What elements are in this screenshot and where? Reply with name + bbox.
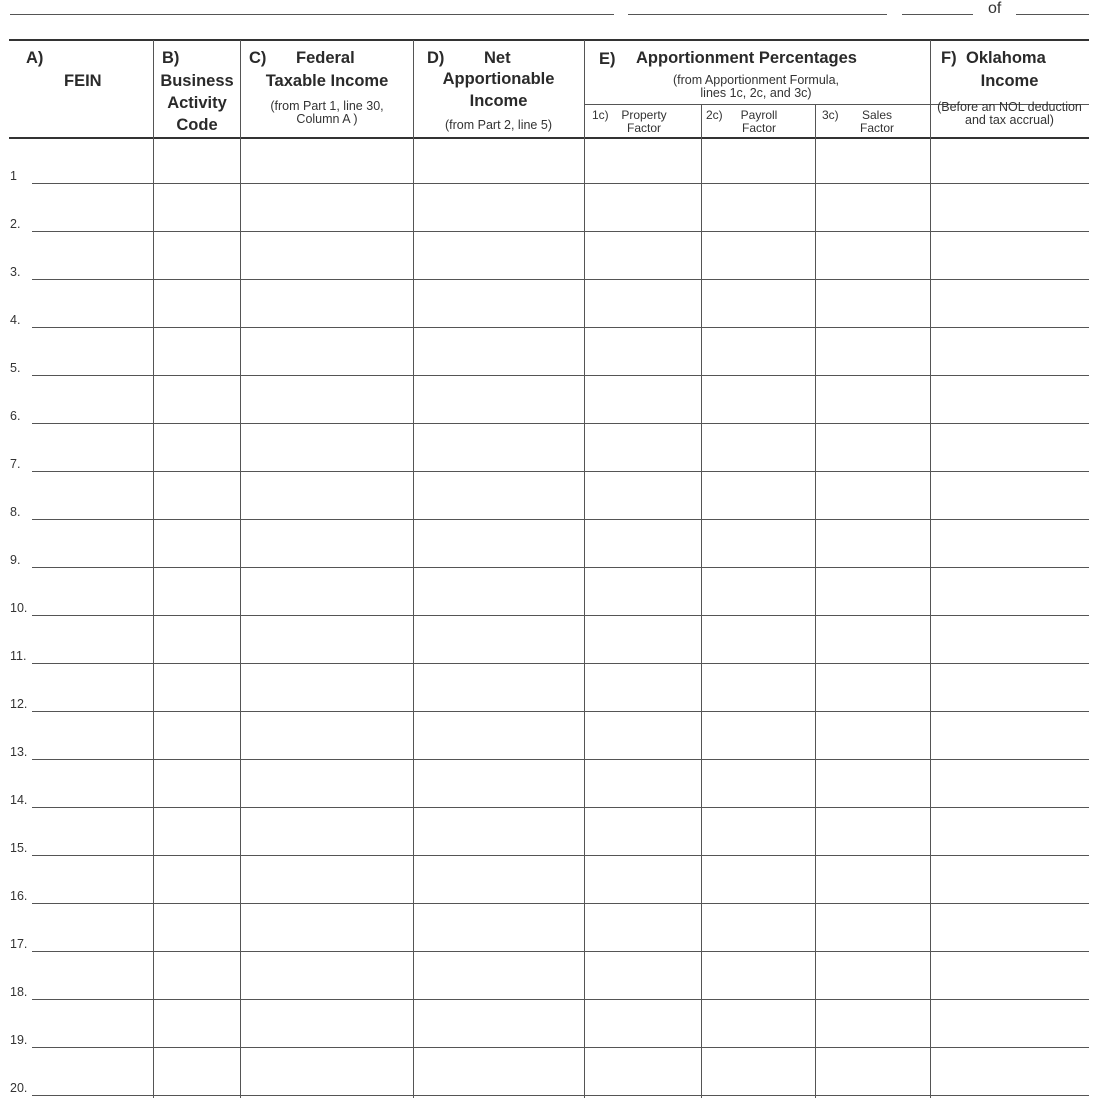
row-number: 14. xyxy=(10,793,28,807)
col-divider-ab xyxy=(153,40,154,1098)
fein-field[interactable] xyxy=(32,855,153,856)
col-b-line2: Activity xyxy=(167,94,227,112)
row-number: 9. xyxy=(10,553,21,567)
row-number: 1 xyxy=(10,169,17,183)
row-number: 15. xyxy=(10,841,28,855)
col-d-letter: D) xyxy=(427,49,445,67)
col-c-letter: C) xyxy=(249,49,267,67)
col-c-note2: Column A ) xyxy=(296,112,358,126)
col-c-note1: (from Part 1, line 30, xyxy=(270,99,384,113)
fein-field[interactable] xyxy=(32,807,153,808)
header-field-1[interactable] xyxy=(10,14,614,15)
row-divider xyxy=(153,519,1089,520)
col-c-line1: Federal xyxy=(296,49,355,67)
row-divider xyxy=(153,183,1089,184)
col-e1-line1: Property xyxy=(621,108,667,122)
col-divider-e2e3 xyxy=(815,104,816,1098)
fein-field[interactable] xyxy=(32,471,153,472)
fein-field[interactable] xyxy=(32,1047,153,1048)
row-divider xyxy=(153,231,1089,232)
col-e-letter: E) xyxy=(599,50,616,68)
header-bottom-border xyxy=(9,137,1089,139)
col-e2-code: 2c) xyxy=(706,108,723,122)
row-divider xyxy=(153,663,1089,664)
col-a-letter: A) xyxy=(26,49,44,67)
fein-field[interactable] xyxy=(32,615,153,616)
fein-field[interactable] xyxy=(32,279,153,280)
fein-field[interactable] xyxy=(32,711,153,712)
col-e3-line2: Factor xyxy=(859,121,894,135)
fein-field[interactable] xyxy=(32,759,153,760)
row-divider xyxy=(153,807,1089,808)
row-divider xyxy=(153,471,1089,472)
fein-field[interactable] xyxy=(32,519,153,520)
col-f-line1: Oklahoma xyxy=(966,49,1046,67)
col-f-note2: and tax accrual) xyxy=(965,113,1054,127)
col-e-title: Apportionment Percentages xyxy=(636,49,857,67)
row-divider xyxy=(153,999,1089,1000)
col-e1-line2: Factor xyxy=(626,121,661,135)
fein-field[interactable] xyxy=(32,327,153,328)
col-b-letter: B) xyxy=(162,49,180,67)
row-divider xyxy=(153,615,1089,616)
row-divider xyxy=(153,903,1089,904)
row-divider xyxy=(153,1095,1089,1096)
col-e-note2: lines 1c, 2c, and 3c) xyxy=(700,86,812,100)
col-e3-code: 3c) xyxy=(822,108,839,122)
row-divider xyxy=(153,1047,1089,1048)
of-label: of xyxy=(988,0,1002,17)
page-number-field[interactable] xyxy=(902,14,973,15)
fein-field[interactable] xyxy=(32,231,153,232)
fein-field[interactable] xyxy=(32,951,153,952)
row-number: 17. xyxy=(10,937,28,951)
row-number: 18. xyxy=(10,985,28,999)
row-number: 5. xyxy=(10,361,21,375)
row-number: 20. xyxy=(10,1081,28,1095)
col-d-line2: Apportionable xyxy=(442,70,555,88)
row-divider xyxy=(153,759,1089,760)
col-e-note1: (from Apportionment Formula, xyxy=(672,73,840,87)
col-d-note: (from Part 2, line 5) xyxy=(445,118,552,132)
col-divider-bc xyxy=(240,40,241,1098)
row-number: 4. xyxy=(10,313,21,327)
col-divider-de xyxy=(584,40,585,1098)
col-d-line1: Net xyxy=(484,49,511,67)
row-divider xyxy=(153,951,1089,952)
row-number: 6. xyxy=(10,409,21,423)
fein-field[interactable] xyxy=(32,567,153,568)
row-number: 10. xyxy=(10,601,28,615)
row-number: 3. xyxy=(10,265,21,279)
header-field-2[interactable] xyxy=(628,14,887,15)
row-number: 12. xyxy=(10,697,28,711)
col-divider-ef xyxy=(930,40,931,1098)
col-c-line2: Taxable Income xyxy=(265,72,389,90)
col-a-title: FEIN xyxy=(64,72,102,90)
fein-field[interactable] xyxy=(32,999,153,1000)
col-d-line3: Income xyxy=(469,92,528,110)
col-divider-cd xyxy=(413,40,414,1098)
row-divider xyxy=(153,279,1089,280)
fein-field[interactable] xyxy=(32,663,153,664)
col-b-line1: Business xyxy=(160,72,234,90)
fein-field[interactable] xyxy=(32,903,153,904)
col-divider-e1e2 xyxy=(701,104,702,1098)
fein-field[interactable] xyxy=(32,375,153,376)
row-number: 13. xyxy=(10,745,28,759)
row-number: 16. xyxy=(10,889,28,903)
table-top-border xyxy=(9,39,1089,41)
col-f-letter: F) xyxy=(941,49,957,67)
row-divider xyxy=(153,711,1089,712)
row-divider xyxy=(153,327,1089,328)
row-number: 19. xyxy=(10,1033,28,1047)
col-e3-line1: Sales xyxy=(861,108,893,122)
row-number: 8. xyxy=(10,505,21,519)
col-e1-code: 1c) xyxy=(592,108,609,122)
row-divider xyxy=(153,423,1089,424)
col-b-line3: Code xyxy=(176,116,218,134)
fein-field[interactable] xyxy=(32,423,153,424)
row-divider xyxy=(153,855,1089,856)
row-number: 7. xyxy=(10,457,21,471)
row-number: 11. xyxy=(10,649,27,663)
col-e2-line2: Factor xyxy=(741,121,776,135)
fein-field[interactable] xyxy=(32,183,153,184)
row-divider xyxy=(153,567,1089,568)
col-f-line2: Income xyxy=(980,72,1039,90)
row-number: 2. xyxy=(10,217,21,231)
col-f-note1: (Before an NOL deduction xyxy=(937,100,1082,114)
page-total-field[interactable] xyxy=(1016,14,1089,15)
col-e2-line1: Payroll xyxy=(740,108,778,122)
row-divider xyxy=(153,375,1089,376)
fein-field[interactable] xyxy=(32,1095,153,1096)
